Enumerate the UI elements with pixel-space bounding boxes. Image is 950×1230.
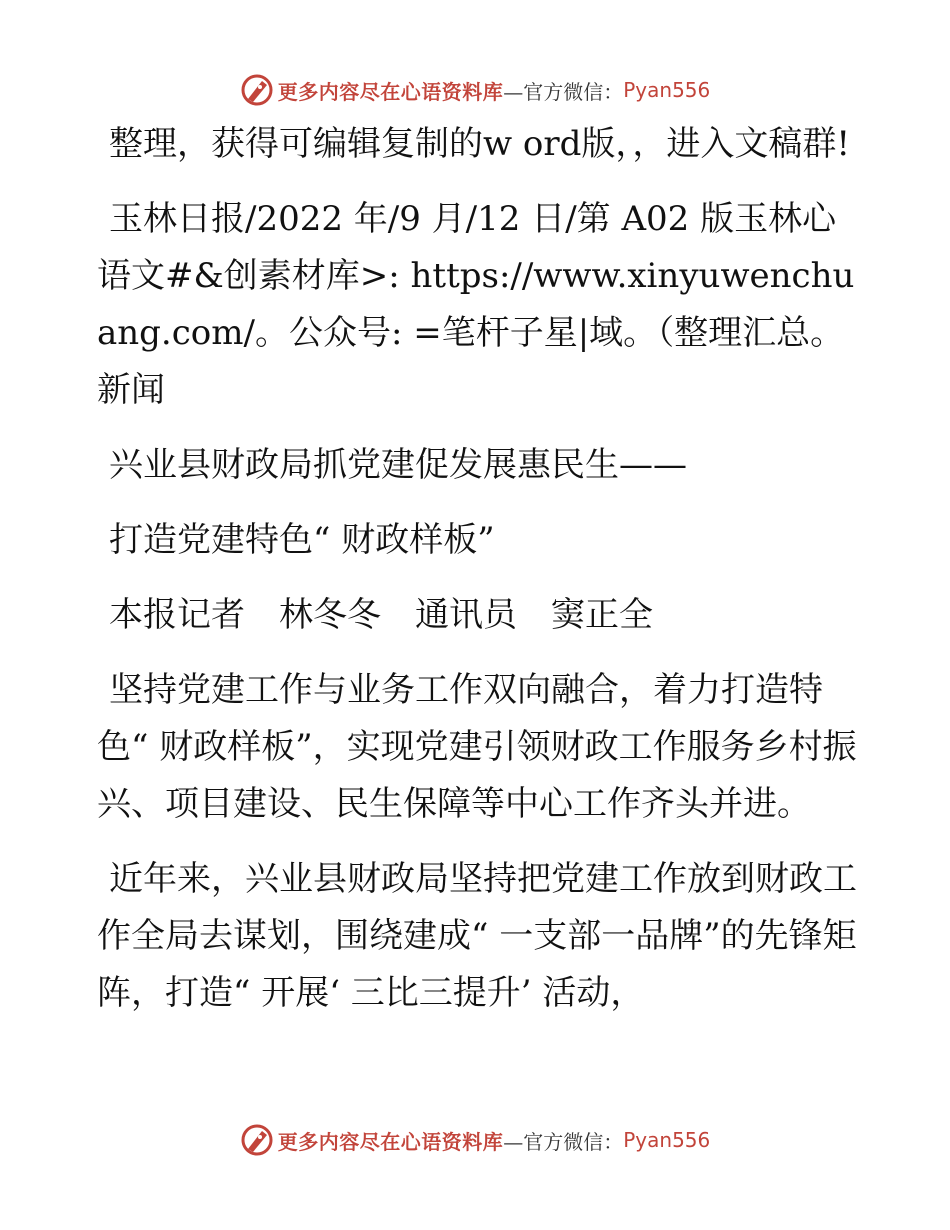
paragraph-body: 近年来，兴业县财政局坚持把党建工作放到财政工作全局去谋划，围绕建成“ 一支部一品牌”的先锋矩阵，打造“ 开展‘ 三比三提升’ 活动，: [97, 859, 857, 1013]
document-body: [97, 116, 857, 1040]
watermark-account-text: Pyan556: [623, 78, 711, 102]
watermark-site-text: 更多内容尽在心语资料库: [277, 79, 504, 104]
paragraph-source: 玉林日报/2022 年/9 月/12 日/第 A02 版玉林心语文#&创素材库>: https://www.xinyuwenchuang.com/。公众号: =笔杆子星|域。（整理汇总。新闻: [97, 199, 855, 410]
footer-watermark: [0, 1120, 950, 1160]
headline-line-2: 打造党建特色“ 财政样板”: [109, 520, 495, 560]
pen-nib-logo-icon: [240, 1123, 274, 1157]
byline: 本报记者 林冬冬 通讯员 窦正全: [109, 595, 653, 635]
headline-line-1: 兴业县财政局抓党建促发展惠民生——: [109, 445, 687, 485]
watermark-account-text: Pyan556: [623, 1128, 711, 1152]
pen-nib-logo-icon: [240, 73, 274, 107]
watermark-separator-text: —官方微信：: [503, 79, 624, 104]
paragraph-lead: 坚持党建工作与业务工作双向融合，着力打造特色“ 财政样板”，实现党建引领财政工作服务乡村振兴、项目建设、民生保障等中心工作齐头并进。: [97, 670, 857, 824]
watermark-separator-text: —官方微信：: [503, 1129, 624, 1154]
watermark-site-text: 更多内容尽在心语资料库: [277, 1129, 504, 1154]
paragraph-intro: 整理，获得可编辑复制的w ord版，，进入文稿群!: [109, 124, 851, 164]
header-watermark: [0, 70, 950, 110]
